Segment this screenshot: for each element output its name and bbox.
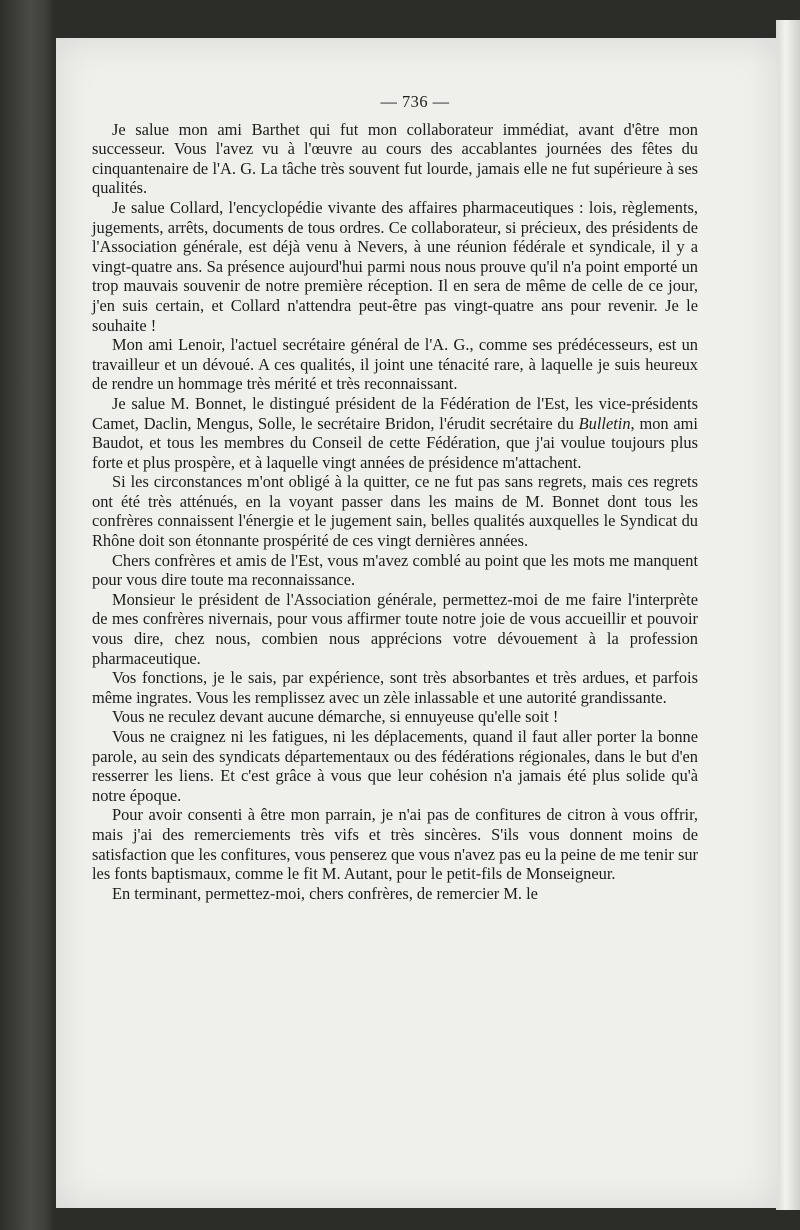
paragraph-lenoir: Mon ami Lenoir, l'actuel secrétaire général de l'A. G., comme ses prédécesseurs, est un travailleur et un dévoué. A ces qualités, il joint une ténacité rare, à laquelle je suis heureux de rendre un hommage très mérité et très reconnaissant.: [92, 335, 698, 394]
paragraph-bonnet: [92, 394, 698, 472]
paragraph-bonnet-part-1: Je salue M. Bonnet, le distingué président de la Fédération de l'Est, les vice-présidents Camet, Daclin, Mengus, Solle, le secrétaire Bridon, l'érudit secrétaire du: [92, 393, 698, 433]
paragraph-monsieur-president: Monsieur le président de l'Association générale, permettez-moi de me faire l'interprète de mes confrères nivernais, pour vous affirmer toute notre joie de vous accueillir et pouvoir vous dire, chez nous, combien nous apprécions votre dévouement à la profession pharmaceutique.: [92, 589, 698, 668]
paragraph-bonnet-part-2: , mon ami Baudot, et tous les membres du Conseil de cette Fédération, que j'ai voulue toujours plus forte et plus prospère, et à laquelle vingt années de présidence m'attachent.: [92, 413, 698, 472]
paragraph-collard: Je salue Collard, l'encyclopédie vivante des affaires pharmaceutiques : lois, règlements, jugements, arrêts, documents de tous ordres. Ce collaborateur, si précieux, des présidents de l'Association générale, est déjà venu à Nevers, à une réunion fédérale et syndicale, il y a vingt-quatre ans. Sa présence aujourd'hui parmi nous nous prouve qu'il n'a point emporté un trop mauvais souvenir de notre première réception. Il en sera de même de celle de ce jour, j'en suis certain, et Collard n'attendra peut-être pas vingt-quatre ans pour revenir. Je le souhaite !: [92, 197, 698, 335]
paragraph-circonstances: Si les circonstances m'ont obligé à la quitter, ce ne fut pas sans regrets, mais ces regrets ont été très atténués, en la voyant passer dans les mains de M. Bonnet dont tous les confrères connaissent l'énergie et le jugement sain, belles qualités auxquelles le Syndicat du Rhône doit son étonnante prospérité de ces vingt dernières années.: [92, 472, 698, 551]
paragraph-parrain: Pour avoir consenti à être mon parrain, je n'ai pas de confitures de citron à vous offrir, mais j'ai des remerciements très vifs et très sincères. S'ils vous donnent moins de satisfaction que les confitures, vous penserez que vous n'avez pas eu la peine de me tenir sur les fonts baptismaux, comme le fit M. Autant, pour le petit-fils de Monseigneur.: [92, 805, 699, 884]
paragraph-barthet: Je salue mon ami Barthet qui fut mon collaborateur immédiat, avant d'être mon successeur. Vous l'avez vu à l'œuvre au cours des accablantes journées des fêtes du cinquantenaire de l'A. G. La tâche très souvent fut lourde, jamais elle ne fut supérieure à ses qualités.: [92, 119, 698, 198]
page-edge: [776, 20, 800, 1210]
bulletin-title: Bulletin: [578, 413, 631, 433]
page-content: [92, 92, 698, 903]
paragraph-chers-confreres: Chers confrères et amis de l'Est, vous m'avez comblé au point que les mots me manquent pour vous dire toute ma reconnaissance.: [92, 550, 698, 590]
paragraph-terminant: En terminant, permettez-moi, chers confrères, de remercier M. le: [112, 883, 538, 903]
paragraph-demarche: Vous ne reculez devant aucune démarche, si ennuyeuse qu'elle soit !: [112, 707, 559, 727]
paragraph-fonctions: Vos fonctions, je le sais, par expérience, sont très absorbantes et très ardues, et parfois même ingrates. Vous les remplissez avec un zèle inlassable et une autorité grandissante.: [92, 668, 698, 707]
paragraph-fatigues: Vous ne craignez ni les fatigues, ni les déplacements, quand il faut aller porter la bonne parole, au sein des syndicats départementaux ou des fédérations régionales, dans le but d'en resserrer les liens. Et c'est grâce à vous que leur cohésion n'a jamais été plus solide qu'à notre époque.: [92, 727, 698, 805]
page-number: — 736 —: [380, 92, 450, 111]
